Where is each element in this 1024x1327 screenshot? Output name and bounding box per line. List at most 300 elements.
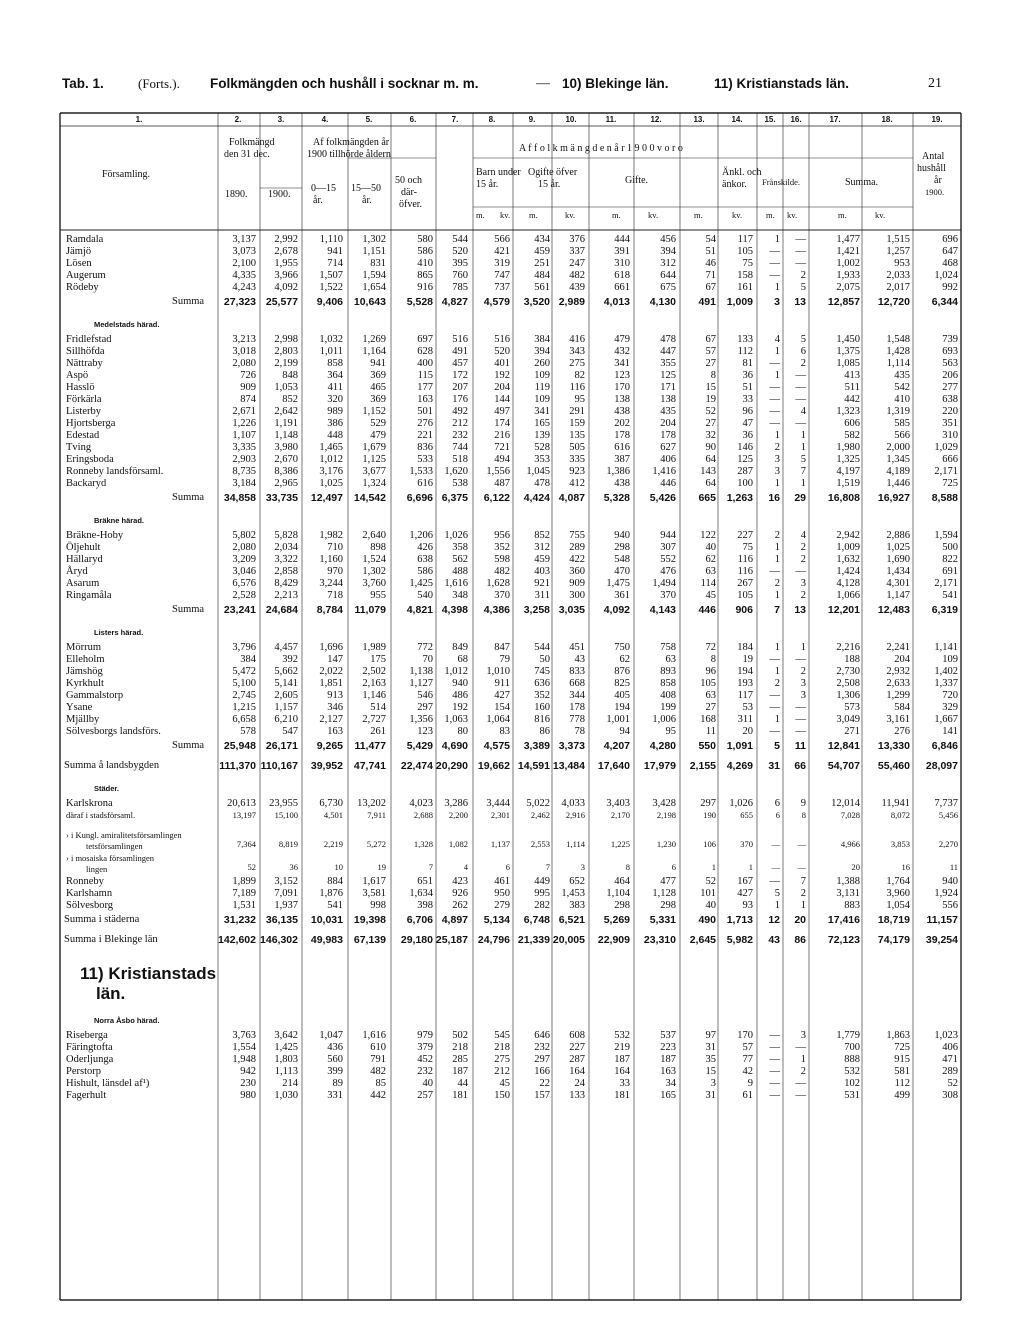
value: 1,025 <box>886 542 910 553</box>
summary-value: 4,821 <box>406 604 433 616</box>
value: — <box>795 258 806 269</box>
summary-value: 4,013 <box>603 296 630 308</box>
value: 312 <box>660 258 676 269</box>
value: 541 <box>942 590 958 601</box>
value: 2,198 <box>656 810 676 820</box>
value: 219 <box>614 1042 630 1053</box>
value: 178 <box>660 430 676 441</box>
header-1900: 1900. <box>268 189 291 200</box>
parish-name: Hjortsberga <box>66 418 116 429</box>
value: 1 <box>800 478 806 489</box>
value: 251 <box>534 258 550 269</box>
summary-value: 8,784 <box>316 604 343 616</box>
value: 1,428 <box>886 346 910 357</box>
parish-name: Ronneby landsförsaml. <box>66 466 164 477</box>
value: 75 <box>742 542 753 553</box>
value: 1,632 <box>836 554 860 565</box>
value: 232 <box>534 1042 550 1053</box>
value: 7 <box>545 862 550 872</box>
value: — <box>769 1066 780 1077</box>
summary-value: 25,948 <box>223 740 256 752</box>
value: 1,696 <box>319 642 343 653</box>
parish-sub-name-cont: tetsförsamlingen <box>86 841 143 851</box>
value: 297 <box>700 798 716 809</box>
value: 177 <box>417 382 433 393</box>
value: 1,494 <box>652 578 676 589</box>
header-barn: Barn under <box>476 167 521 178</box>
parish-name: Backaryd <box>66 478 107 489</box>
value: 384 <box>240 654 256 665</box>
value: 1,064 <box>486 714 510 725</box>
header-sex-m: m. <box>529 210 538 220</box>
value: 921 <box>534 578 550 589</box>
value: — <box>771 839 780 849</box>
value: 616 <box>417 478 433 489</box>
value: 187 <box>660 1054 676 1065</box>
value: 125 <box>660 370 676 381</box>
value: 80 <box>457 726 468 737</box>
value: 289 <box>569 542 585 553</box>
value: 114 <box>700 578 716 589</box>
value: 175 <box>370 654 386 665</box>
value: 470 <box>614 566 630 577</box>
value: 1,679 <box>362 442 386 453</box>
value: 31 <box>705 1090 716 1101</box>
value: 1,045 <box>526 466 550 477</box>
value: 435 <box>660 406 676 417</box>
summary-value: 6,748 <box>523 914 550 926</box>
value: 516 <box>452 334 468 345</box>
parish-name: Perstorp <box>66 1066 101 1077</box>
value: 482 <box>569 270 585 281</box>
column-number: 10. <box>565 115 577 124</box>
value: 105 <box>737 246 753 257</box>
value: 2,508 <box>836 678 860 689</box>
value: 1,475 <box>606 578 630 589</box>
summary-value: 23,310 <box>643 934 676 946</box>
section-10-title: 10) Blekinge län. <box>562 76 669 91</box>
header-sex-m: m. <box>694 210 703 220</box>
value: 1,023 <box>934 1030 958 1041</box>
value: 2,932 <box>886 666 910 677</box>
value: 287 <box>569 1054 585 1065</box>
value: — <box>769 270 780 281</box>
value: 2,075 <box>836 282 860 293</box>
value: 3,642 <box>274 1030 298 1041</box>
value: — <box>769 566 780 577</box>
column-number: 1. <box>135 115 143 124</box>
value: 675 <box>660 282 676 293</box>
parish-name: Öljehult <box>66 542 101 553</box>
value: 2,998 <box>274 334 298 345</box>
summary-value: 5 <box>774 740 780 752</box>
value: 1 <box>774 370 780 381</box>
value: 206 <box>942 370 958 381</box>
value: 544 <box>452 234 468 245</box>
value: 2,745 <box>232 690 256 701</box>
value: 369 <box>370 370 386 381</box>
value: 516 <box>494 334 510 345</box>
value: 199 <box>660 702 676 713</box>
value: 3,176 <box>319 466 343 477</box>
value: 7,028 <box>840 810 860 820</box>
value: 165 <box>534 418 550 429</box>
value: 212 <box>494 1066 510 1077</box>
value: 1,191 <box>274 418 298 429</box>
value: — <box>769 702 780 713</box>
summary-value: 3,389 <box>523 740 550 752</box>
value: 27 <box>705 418 716 429</box>
summary-value: 11,157 <box>926 914 958 926</box>
value: 276 <box>417 418 433 429</box>
summary-value: 5,134 <box>483 914 510 926</box>
value: 40 <box>422 1078 433 1089</box>
value: 1,465 <box>319 442 343 453</box>
value: 1 <box>774 666 780 677</box>
value: 178 <box>569 702 585 713</box>
table-number: Tab. 1. <box>62 76 104 91</box>
value: — <box>795 394 806 405</box>
value: 501 <box>417 406 433 417</box>
value: 636 <box>534 678 550 689</box>
summary-value: 1,009 <box>726 296 753 308</box>
value: 1,616 <box>444 578 468 589</box>
value: 291 <box>569 406 585 417</box>
value: 312 <box>534 542 550 553</box>
value: 412 <box>569 478 585 489</box>
value: 2,858 <box>274 566 298 577</box>
summary-label: Summa <box>172 492 205 503</box>
value: 2 <box>800 358 806 369</box>
value: 403 <box>534 566 550 577</box>
value: 541 <box>327 900 343 911</box>
value: 477 <box>660 876 676 887</box>
value: 1,053 <box>274 382 298 393</box>
value: 1,011 <box>319 346 343 357</box>
value: 163 <box>417 394 433 405</box>
value: 2,678 <box>274 246 298 257</box>
value: 218 <box>494 1042 510 1053</box>
value: — <box>769 1030 780 1041</box>
value: 260 <box>534 358 550 369</box>
value: 227 <box>569 1042 585 1053</box>
value: 5,802 <box>232 530 256 541</box>
value: 57 <box>705 346 716 357</box>
value: 1,032 <box>319 334 343 345</box>
summary-value: 31,232 <box>223 914 256 926</box>
value: 4 <box>800 406 806 417</box>
parish-name: Asarum <box>66 578 100 589</box>
value: — <box>795 418 806 429</box>
value: 8,735 <box>232 466 256 477</box>
value: 135 <box>569 430 585 441</box>
value: 54 <box>705 234 716 245</box>
value: 825 <box>614 678 630 689</box>
value: 4,243 <box>232 282 256 293</box>
value: 2,553 <box>530 839 550 849</box>
value: 5,662 <box>274 666 298 677</box>
value: 1,009 <box>836 542 860 553</box>
header-sex-kv: kv. <box>732 210 743 220</box>
value: 170 <box>737 1030 753 1041</box>
header-sex-kv: kv. <box>875 210 886 220</box>
value: 1,024 <box>934 270 958 281</box>
value: 77 <box>742 1054 753 1065</box>
summary-value: 13 <box>794 296 806 308</box>
section-heading: Bräkne härad. <box>94 516 145 525</box>
value: 400 <box>417 358 433 369</box>
value: 494 <box>494 454 510 465</box>
summary-value: 6,846 <box>931 740 958 752</box>
column-number: 2. <box>234 115 242 124</box>
value: 1 <box>800 442 806 453</box>
value: 1,556 <box>486 466 510 477</box>
value: 271 <box>844 726 860 737</box>
value: — <box>769 258 780 269</box>
value: 970 <box>327 566 343 577</box>
value: 406 <box>660 454 676 465</box>
value: 3,018 <box>232 346 256 357</box>
value: 1,012 <box>319 454 343 465</box>
value: 19 <box>742 654 753 665</box>
column-number: 18. <box>881 115 893 124</box>
value: 747 <box>494 270 510 281</box>
value: — <box>797 839 806 849</box>
value: 544 <box>534 642 550 653</box>
value: 520 <box>452 246 468 257</box>
value: 500 <box>942 542 958 553</box>
value: 661 <box>614 282 630 293</box>
value: 7 <box>800 466 806 477</box>
parish-name: Färingtofta <box>66 1042 113 1053</box>
summary-value: 12,841 <box>827 740 860 752</box>
header-forsamling: Församling. <box>102 169 151 180</box>
value: 62 <box>705 554 716 565</box>
value: 497 <box>494 406 510 417</box>
value: 1,375 <box>836 346 860 357</box>
value: 1,667 <box>934 714 958 725</box>
value: 1,230 <box>656 839 676 849</box>
value: 745 <box>534 666 550 677</box>
value: 2,219 <box>323 839 343 849</box>
value: 865 <box>417 270 433 281</box>
value: 3,444 <box>486 798 510 809</box>
value: 1,257 <box>886 246 910 257</box>
value: 1,982 <box>319 530 343 541</box>
value: 1 <box>774 554 780 565</box>
value: 3,760 <box>362 578 386 589</box>
value: 7,364 <box>236 839 256 849</box>
summary-value: 12,720 <box>877 296 910 308</box>
summary-value: 446 <box>698 604 716 616</box>
value: 710 <box>327 542 343 553</box>
value: 370 <box>660 590 676 601</box>
summary-value: 13,330 <box>877 740 910 752</box>
value: — <box>769 1054 780 1065</box>
summary-value: 29,180 <box>400 934 433 946</box>
value: 190 <box>703 810 716 820</box>
value: 52 <box>247 862 256 872</box>
value: 158 <box>737 270 753 281</box>
value: 7 <box>800 876 806 887</box>
value: 406 <box>942 1042 958 1053</box>
value: 772 <box>417 642 433 653</box>
summary-value: 5,426 <box>649 492 676 504</box>
value: 531 <box>844 1090 860 1101</box>
value: 90 <box>705 442 716 453</box>
value: 42 <box>742 1066 753 1077</box>
value: 164 <box>614 1066 630 1077</box>
summary-value: 36,135 <box>265 914 298 926</box>
value: 62 <box>619 654 630 665</box>
summary-value: 55,460 <box>877 760 910 772</box>
summary-label: Summa å landsbygden <box>64 760 160 771</box>
value: 2,080 <box>232 542 256 553</box>
value: 1 <box>774 542 780 553</box>
summary-value: 13 <box>794 604 806 616</box>
value: 150 <box>494 1090 510 1101</box>
value: 11 <box>949 862 958 872</box>
value: 1,302 <box>362 566 386 577</box>
value: 1,114 <box>886 358 910 369</box>
value: 858 <box>327 358 343 369</box>
value: 941 <box>370 358 386 369</box>
value: 3 <box>800 578 806 589</box>
value: 47 <box>742 418 753 429</box>
value: 3,213 <box>232 334 256 345</box>
header-sex-kv: kv. <box>648 210 659 220</box>
parish-sub-name-cont: lingen <box>86 864 108 874</box>
value: 725 <box>894 1042 910 1053</box>
column-number: 6. <box>409 115 417 124</box>
value: 2,633 <box>886 678 910 689</box>
value: 204 <box>660 418 676 429</box>
summary-value: 74,179 <box>877 934 910 946</box>
value: 116 <box>569 382 585 393</box>
value: 416 <box>569 334 585 345</box>
value: 434 <box>534 234 550 245</box>
column-number: 3. <box>277 115 285 124</box>
value: 909 <box>240 382 256 393</box>
value: — <box>769 690 780 701</box>
value: 218 <box>452 1042 468 1053</box>
value: 282 <box>534 900 550 911</box>
value: 2 <box>774 678 780 689</box>
summary-value: 20 <box>794 914 806 926</box>
summary-value: 7 <box>774 604 780 616</box>
value: 5 <box>800 282 806 293</box>
header-ogifte: Ogifte öfver <box>528 167 578 178</box>
value: 361 <box>614 590 630 601</box>
summary-value: 2,155 <box>689 760 716 772</box>
value: 6 <box>775 810 780 820</box>
value: 435 <box>894 370 910 381</box>
value: 1,085 <box>836 358 860 369</box>
value: 940 <box>942 876 958 887</box>
header-age-15-50: 15—50 <box>351 183 381 194</box>
value: 78 <box>574 726 585 737</box>
value: 64 <box>705 478 716 489</box>
value: — <box>795 566 806 577</box>
summary-value: 6,344 <box>931 296 958 308</box>
summary-value: 14,542 <box>353 492 386 504</box>
value: 1,104 <box>606 888 630 899</box>
summary-value: 49,983 <box>310 934 343 946</box>
value: 262 <box>452 900 468 911</box>
value: 348 <box>452 590 468 601</box>
value: 3,161 <box>886 714 910 725</box>
parish-sub-name: › i mosaiska församlingen <box>66 853 155 863</box>
value: 138 <box>614 394 630 405</box>
value: 980 <box>240 1090 256 1101</box>
summary-value: 906 <box>735 604 753 616</box>
value: 1 <box>774 346 780 357</box>
value: 3,980 <box>274 442 298 453</box>
value: 1,453 <box>561 888 585 899</box>
value: 308 <box>942 1090 958 1101</box>
value: 646 <box>534 1030 550 1041</box>
summary-value: 5,269 <box>603 914 630 926</box>
value: 184 <box>737 642 753 653</box>
header-sex-m: m. <box>612 210 621 220</box>
value: — <box>795 726 806 737</box>
parish-name: Listerby <box>66 406 101 417</box>
value: 668 <box>569 678 585 689</box>
value: 275 <box>569 358 585 369</box>
value: 4,966 <box>840 839 860 849</box>
value: 1,863 <box>886 1030 910 1041</box>
value: 331 <box>327 1090 343 1101</box>
header-barn2: 15 år. <box>476 179 499 190</box>
parish-name: Fagerhult <box>66 1090 107 1101</box>
value: 192 <box>452 702 468 713</box>
value: 11,941 <box>881 798 910 809</box>
value: 2,903 <box>232 454 256 465</box>
value: 1,127 <box>409 678 433 689</box>
value: 51 <box>705 246 716 257</box>
value: 852 <box>534 530 550 541</box>
value: 760 <box>452 270 468 281</box>
header-ar: år. <box>313 195 323 206</box>
value: 499 <box>894 1090 910 1101</box>
value: 721 <box>494 442 510 453</box>
value: 3,677 <box>362 466 386 477</box>
value: 307 <box>660 542 676 553</box>
value: 86 <box>539 726 550 737</box>
summary-value: 17,979 <box>643 760 676 772</box>
value: 15 <box>705 382 716 393</box>
summary-value: 33,735 <box>265 492 298 504</box>
table-title: Folkmängden och hushåll i socknar m. m. <box>210 76 479 91</box>
value: 399 <box>327 1066 343 1077</box>
value: 586 <box>417 566 433 577</box>
value: 2,671 <box>232 406 256 417</box>
value: 883 <box>844 900 860 911</box>
value: 1,851 <box>319 678 343 689</box>
header-antal: Antal <box>922 151 945 162</box>
summary-value: 39,952 <box>310 760 343 772</box>
value: 979 <box>417 1030 433 1041</box>
value: 2,886 <box>886 530 910 541</box>
value: — <box>795 714 806 725</box>
value: 411 <box>327 382 343 393</box>
value: 618 <box>614 270 630 281</box>
summary-value: 2,645 <box>689 934 716 946</box>
header-tillhorde: 1900 tillhörde åldern <box>307 149 391 160</box>
value: 1,030 <box>274 1090 298 1101</box>
summary-value: 4,579 <box>483 296 510 308</box>
value: — <box>769 406 780 417</box>
